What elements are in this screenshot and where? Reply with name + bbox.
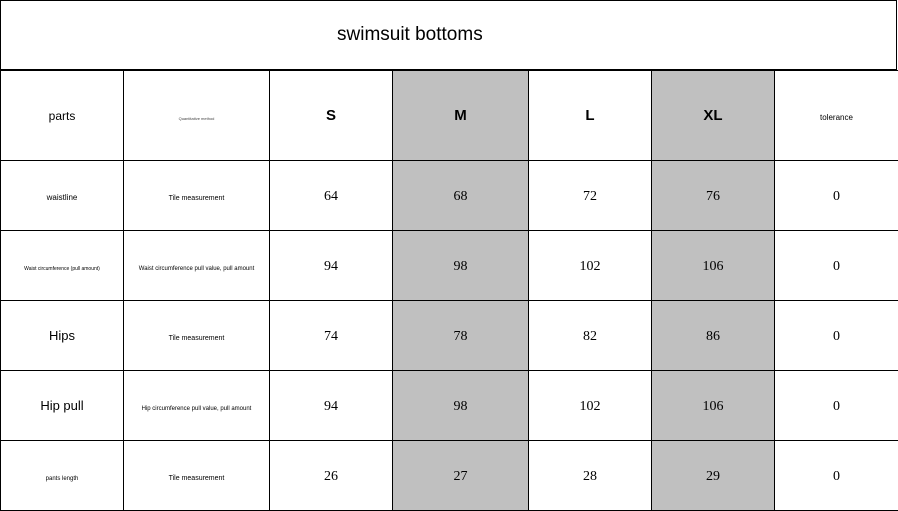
method-cell: Hip circumference pull value, pull amount bbox=[124, 371, 270, 441]
value-cell-l: 72 bbox=[529, 161, 652, 231]
table-row bbox=[1, 161, 898, 231]
value-cell-s: 94 bbox=[270, 371, 393, 441]
value-cell-l: 102 bbox=[529, 371, 652, 441]
value-cell-m: 98 bbox=[393, 231, 529, 301]
value-cell-m: 98 bbox=[393, 371, 529, 441]
value-cell-xl: 29 bbox=[652, 441, 775, 511]
tolerance-cell: 0 bbox=[775, 441, 898, 511]
part-cell: waistline bbox=[1, 161, 124, 231]
value-cell-l: 82 bbox=[529, 301, 652, 371]
value-cell-xl: 106 bbox=[652, 371, 775, 441]
value-cell-m: 27 bbox=[393, 441, 529, 511]
value-cell-l: 28 bbox=[529, 441, 652, 511]
value-cell-xl: 106 bbox=[652, 231, 775, 301]
part-cell: Hip pull bbox=[1, 371, 124, 441]
part-cell: pants length bbox=[1, 441, 124, 511]
table-row bbox=[1, 441, 898, 511]
chart-title: swimsuit bottoms bbox=[337, 24, 483, 45]
value-cell-xl: 76 bbox=[652, 161, 775, 231]
value-cell-xl: 86 bbox=[652, 301, 775, 371]
header-size-l: L bbox=[529, 71, 652, 161]
size-table bbox=[0, 70, 898, 511]
value-cell-s: 74 bbox=[270, 301, 393, 371]
tolerance-cell: 0 bbox=[775, 371, 898, 441]
part-cell: Hips bbox=[1, 301, 124, 371]
header-parts: parts bbox=[1, 71, 124, 161]
header-size-s: S bbox=[270, 71, 393, 161]
value-cell-m: 78 bbox=[393, 301, 529, 371]
header-tolerance: tolerance bbox=[775, 71, 898, 161]
value-cell-s: 94 bbox=[270, 231, 393, 301]
value-cell-s: 64 bbox=[270, 161, 393, 231]
method-cell: Waist circumference pull value, pull amount bbox=[124, 231, 270, 301]
header-size-m: M bbox=[393, 71, 529, 161]
table-row bbox=[1, 301, 898, 371]
value-cell-s: 26 bbox=[270, 441, 393, 511]
method-cell: Tile measurement bbox=[124, 161, 270, 231]
method-cell: Tile measurement bbox=[124, 441, 270, 511]
tolerance-cell: 0 bbox=[775, 301, 898, 371]
value-cell-l: 102 bbox=[529, 231, 652, 301]
tolerance-cell: 0 bbox=[775, 161, 898, 231]
table-row bbox=[1, 231, 898, 301]
part-cell: Waist circumference (pull amount) bbox=[1, 231, 124, 301]
tolerance-cell: 0 bbox=[775, 231, 898, 301]
header-method: Quantitative method bbox=[124, 71, 270, 161]
table-row bbox=[1, 371, 898, 441]
header-size-xl: XL bbox=[652, 71, 775, 161]
title-row bbox=[0, 0, 897, 70]
header-row bbox=[1, 71, 898, 161]
method-cell: Tile measurement bbox=[124, 301, 270, 371]
value-cell-m: 68 bbox=[393, 161, 529, 231]
